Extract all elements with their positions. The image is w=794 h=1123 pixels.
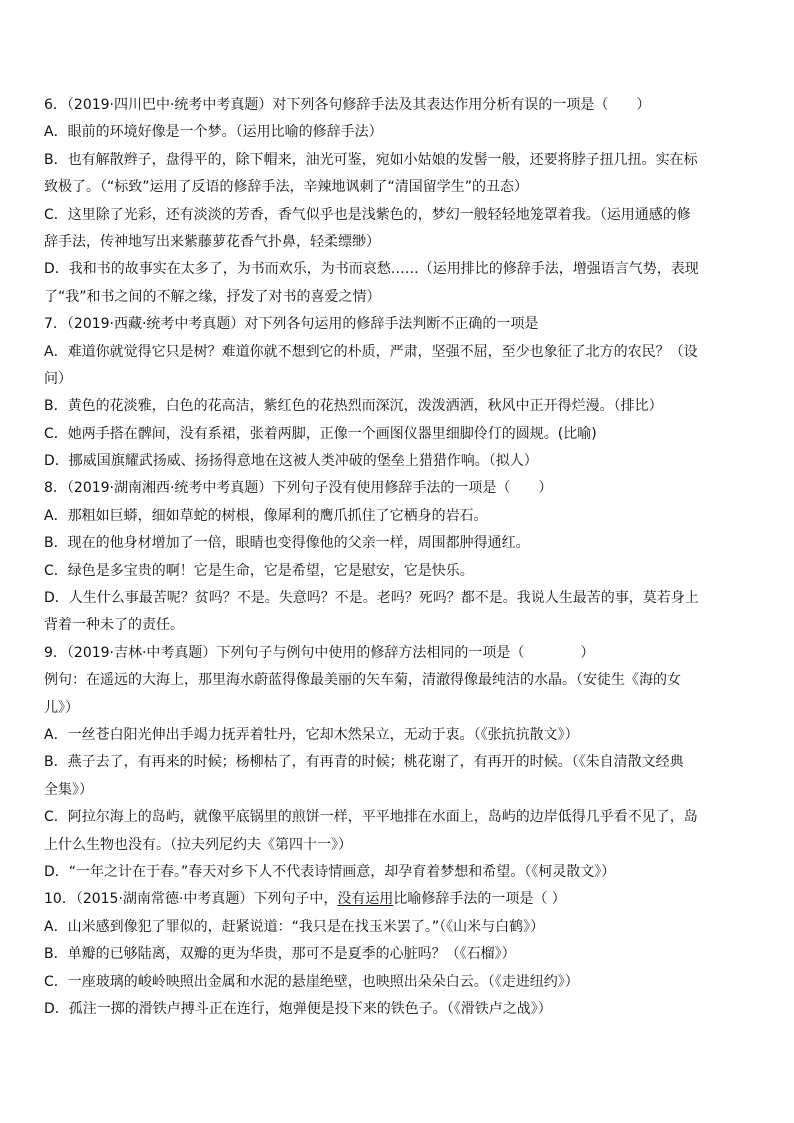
question-9-stem: 9．（2019·吉林·中考真题）下列句子与例句中使用的修辞方法相同的一项是（ ） bbox=[44, 644, 595, 661]
question-8-option-d-cont: 背着一种未了的责任。 bbox=[44, 617, 184, 634]
question-7-stem: 7．（2019·西藏·统考中考真题）对下列各句运用的修辞手法判断不正确的一项是 bbox=[44, 316, 539, 333]
question-9-option-b: B．燕子去了，有再来的时候；杨柳枯了，有再青的时候；桃花谢了，有再开的时候。（《朱自清散文经典 bbox=[44, 754, 684, 771]
question-10-option-d: D．孤注一掷的滑铁卢搏斗正在连行，炮弹便是投下来的铁色子。（《滑铁卢之战》） bbox=[44, 1000, 552, 1017]
question-6-option-a: A．眼前的环境好像是一个梦。（运用比喻的修辞手法） bbox=[44, 124, 383, 141]
question-10-stem-post: 比喻修辞手法的一项是（ ） bbox=[393, 891, 566, 908]
question-9-option-a: A．一丝苍白阳光伸出手竭力抚弄着牡丹，它却木然呆立，无动于衷。（《张抗抗散文》） bbox=[44, 726, 579, 743]
question-9 bbox=[44, 640, 756, 887]
question-8 bbox=[44, 475, 756, 639]
question-10-option-b: B．单瓣的已够陆离，双瓣的更为华贵，那可不是夏季的心脏吗？（《石榴》） bbox=[44, 946, 516, 963]
question-8-option-c: C．绿色是多宝贵的啊！它是生命，它是希望，它是慰安，它是快乐。 bbox=[44, 562, 474, 579]
question-9-option-d: D．“一年之计在于春。”春天对乡下人不代表诗情画意，却孕育着梦想和希望。（《柯灵散文》） bbox=[44, 863, 616, 880]
question-8-stem: 8．（2019·湖南湘西·统考中考真题）下列句子没有使用修辞手法的一项是（ ） bbox=[44, 480, 553, 497]
question-7-option-a: A．难道你就觉得它只是树？难道你就不想到它的朴质，严肃，坚强不屈，至少也象征了北方的农民？（设 bbox=[44, 343, 698, 360]
question-6-option-b: B．也有解散辫子，盘得平的，除下帽来，油光可鉴，宛如小姑娘的发髻一般，还要将脖子扭几扭。实在标 bbox=[44, 151, 698, 168]
question-10-stem bbox=[44, 886, 756, 913]
question-6-option-c-cont: 辞手法，传神地写出来紫藤萝花香气扑鼻，轻柔缥缈） bbox=[44, 233, 380, 250]
question-9-example: 例句：在遥远的大海上，那里海水蔚蓝得像最美丽的矢车菊，清澈得像最纯洁的水晶。（安徒生《海的女 bbox=[44, 672, 681, 689]
question-7-option-b: B．黄色的花淡雅，白色的花高洁，紫红色的花热烈而深沉，泼泼洒洒，秋风中正开得烂漫。（排比） bbox=[44, 398, 663, 415]
question-6-option-d-cont: 了“我”和书之间的不解之缘，抒发了对书的喜爱之情） bbox=[44, 288, 381, 305]
question-10-option-c: C．一座玻璃的峻岭映照出金属和水泥的悬崖绝壁，也映照出朵朵白云。（《走进纽约》） bbox=[44, 973, 579, 990]
question-7-option-d: D．挪威国旗耀武扬威、扬扬得意地在这被人类冲破的堡垒上猎猎作响。（拟人） bbox=[44, 453, 538, 470]
question-9-option-c-cont: 上什么生物也没有。（拉夫列尼约夫《第四十一》） bbox=[44, 836, 352, 853]
question-6-option-b-cont: 致极了。（“标致”运用了反语的修辞手法，辛辣地讽刺了“清国留学生”的丑态） bbox=[44, 179, 529, 196]
question-7-option-a-cont: 问） bbox=[44, 370, 72, 387]
question-6 bbox=[44, 92, 756, 311]
question-9-example-cont: 儿》） bbox=[44, 699, 79, 716]
worksheet-page bbox=[44, 92, 756, 1023]
question-10-option-a: A．山米感到像犯了罪似的，赶紧说道：“我只是在找玉米罢了。”（《山米与白鹤》） bbox=[44, 918, 545, 935]
question-10 bbox=[44, 886, 756, 1023]
question-8-option-a: A．那粗如巨蟒，细如草蛇的树根，像犀利的鹰爪抓住了它栖身的岩石。 bbox=[44, 507, 488, 524]
question-6-stem: 6．（2019·四川巴中·统考中考真题）对下列各句修辞手法及其表达作用分析有误的一项是（ ） bbox=[44, 97, 651, 113]
question-7 bbox=[44, 311, 756, 475]
question-6-option-c: C．这里除了光彩，还有淡淡的芳香，香气似乎也是浅紫色的，梦幻一般轻轻地笼罩着我。（运用通感的修 bbox=[44, 206, 691, 223]
question-7-option-c: C．她两手搭在髀间，没有系裙，张着两脚，正像一个画图仪器里细脚伶仃的圆规。(比喻) bbox=[44, 425, 597, 442]
question-9-option-b-cont: 全集》） bbox=[44, 781, 93, 798]
question-8-option-d: D．人生什么事最苦呢？贫吗？不是。失意吗？不是。老吗？死吗？都不是。我说人生最苦的事，莫若身上 bbox=[44, 590, 699, 607]
question-6-option-d: D．我和书的故事实在太多了，为书而欢乐，为书而哀愁……（运用排比的修辞手法，增强语言气势，表现 bbox=[44, 261, 699, 278]
question-9-option-c: C．阿拉尔海上的岛屿，就像平底锅里的煎饼一样，平平地排在水面上，岛屿的边岸低得几乎看不见了，岛 bbox=[44, 809, 698, 826]
question-10-stem-underlined: 没有运用 bbox=[337, 891, 394, 908]
question-8-option-b: B．现在的他身材增加了一倍，眼睛也变得像他的父亲一样，周围都肿得通红。 bbox=[44, 535, 530, 552]
question-10-stem-pre: 10．（2015·湖南常德·中考真题）下列句子中， bbox=[44, 891, 338, 908]
